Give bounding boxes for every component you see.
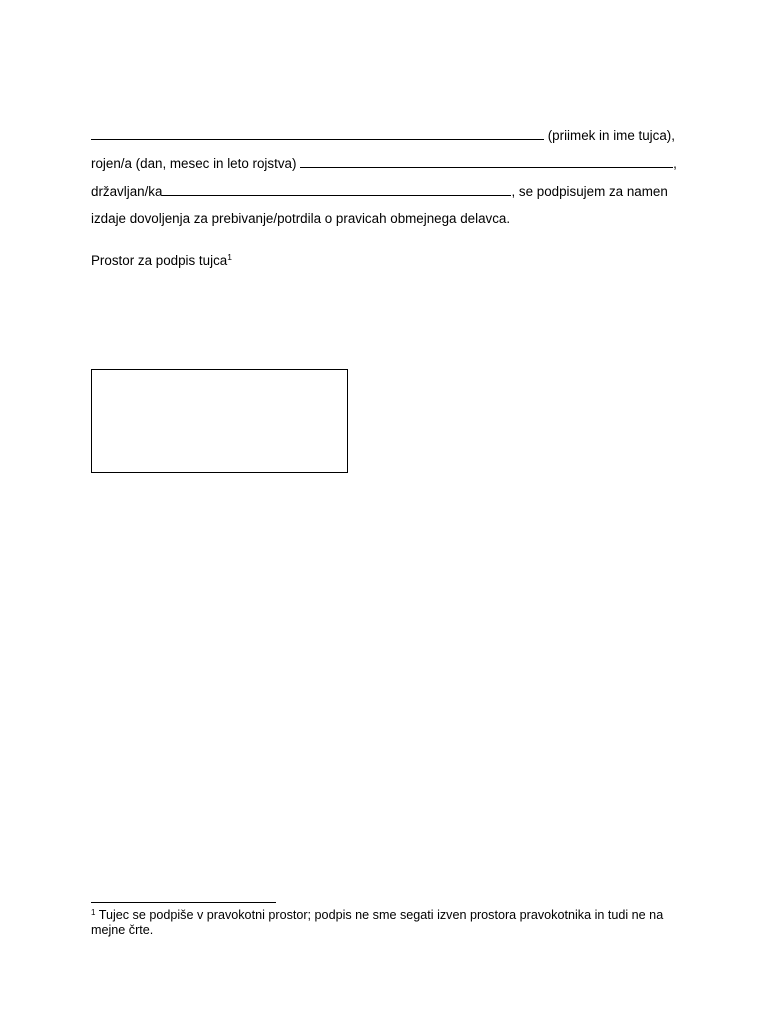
purpose-line	[91, 211, 510, 227]
name-blank-field[interactable]	[91, 127, 544, 140]
citizenship-line	[91, 183, 668, 200]
birth-date-blank-field[interactable]	[300, 155, 673, 168]
purpose-text: izdaje dovoljenja za prebivanje/potrdila o pravicah obmejnega delavca.	[91, 211, 511, 226]
citizenship-blank-field[interactable]	[162, 183, 511, 196]
footnote-separator	[91, 902, 276, 903]
footnote-marker: 1	[91, 908, 96, 917]
name-line	[91, 127, 675, 144]
footnote	[91, 908, 681, 938]
birth-date-line	[91, 155, 677, 172]
footnote-reference: 1	[227, 252, 232, 262]
name-line-label: (priimek in ime tujca),	[544, 128, 675, 143]
signature-box[interactable]	[91, 369, 348, 473]
signature-label-line	[91, 253, 232, 269]
citizenship-label: državljan/ka	[91, 184, 163, 199]
birth-date-line-end: ,	[673, 156, 677, 171]
birth-date-label: rojen/a (dan, mesec in leto rojstva)	[91, 156, 301, 171]
footnote-text: Tujec se podpiše v pravokotni prostor; podpis ne sme segati izven prostora pravokotnika in tudi ne na mejne črte.	[91, 908, 664, 937]
citizenship-line-suffix: , se podpisujem za namen	[511, 184, 668, 199]
signature-label: Prostor za podpis tujca	[91, 253, 228, 268]
